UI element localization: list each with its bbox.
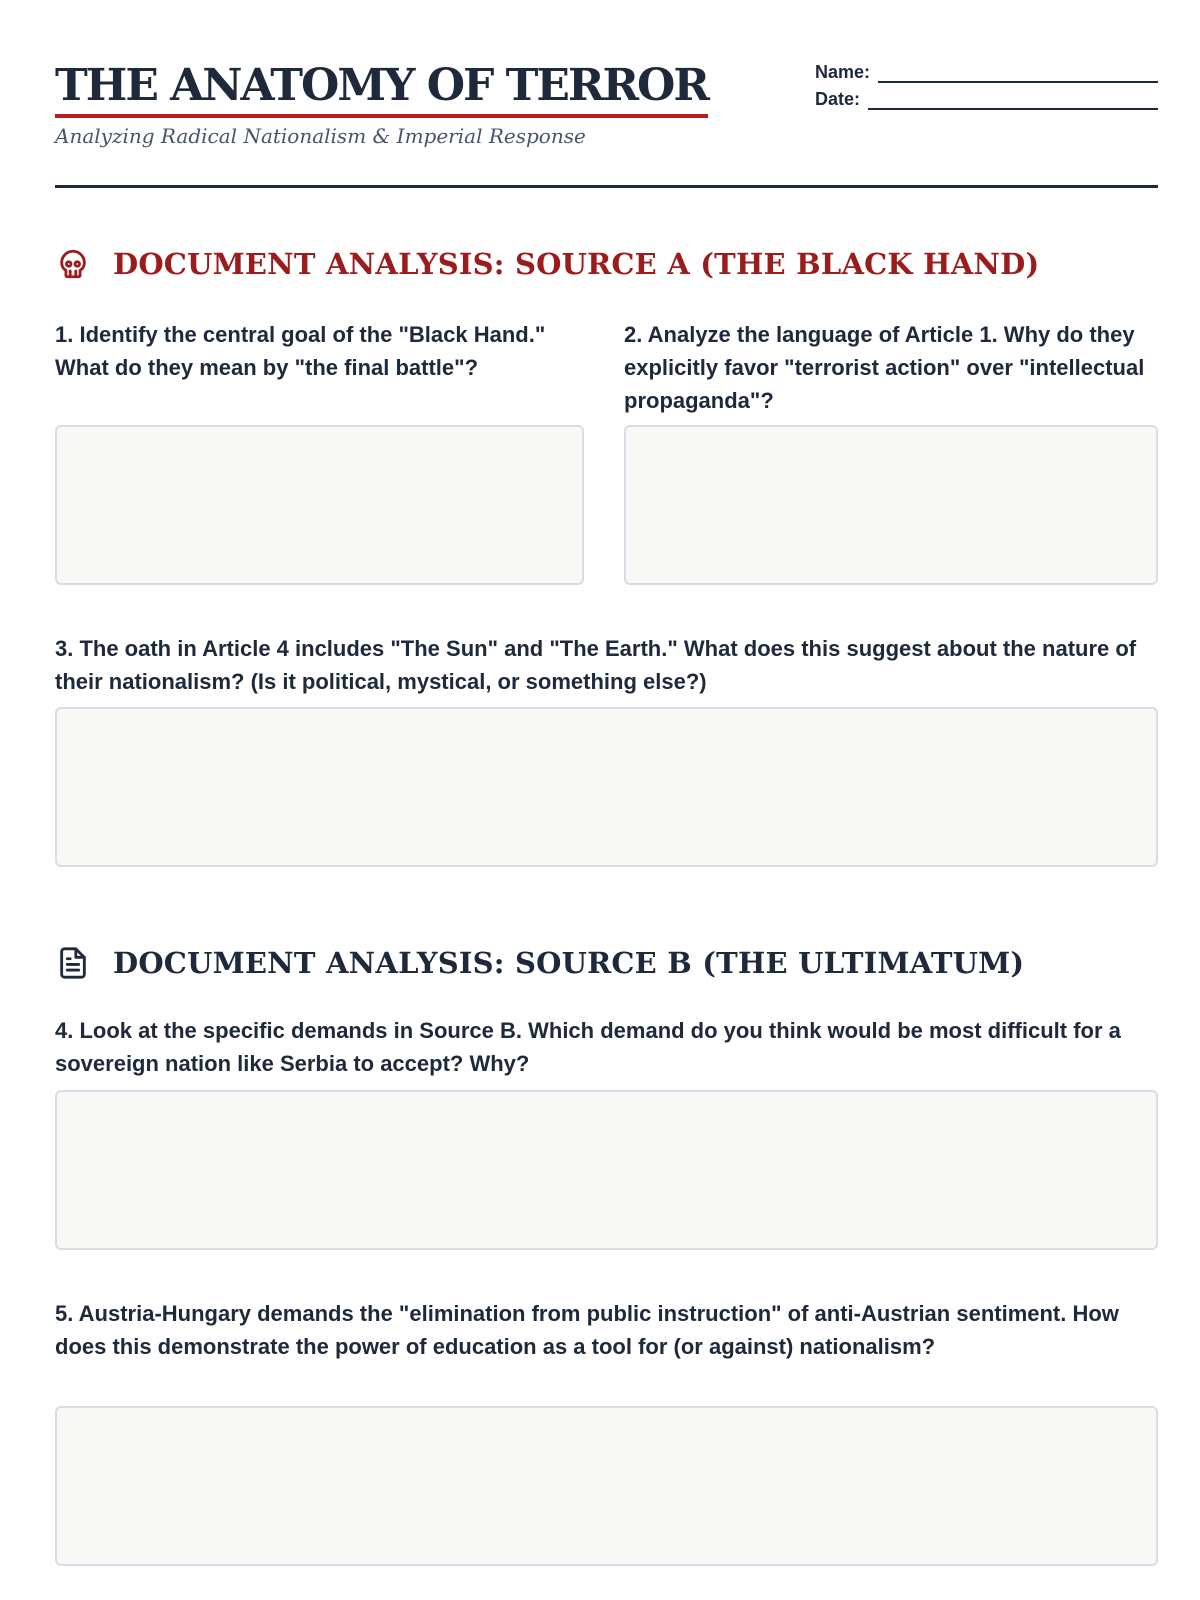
name-label: Name: bbox=[815, 62, 871, 82]
date-label: Date: bbox=[815, 89, 861, 109]
section-a-header bbox=[55, 242, 1158, 286]
question-3: 3. The oath in Article 4 includes "The Sun" and "The Earth." What does this suggest about the nature of their nationalism? (Is it political, mystical, or something else?) bbox=[55, 636, 1137, 694]
name-field[interactable] bbox=[878, 63, 1158, 83]
section-a-title: DOCUMENT ANALYSIS: SOURCE A (THE BLACK HAND) bbox=[113, 247, 1040, 281]
question-1: 1. Identify the central goal of the "Black Hand." What do they mean by "the final battle"? bbox=[55, 322, 546, 380]
document-icon bbox=[55, 945, 91, 981]
answer-box-3[interactable] bbox=[55, 707, 1158, 867]
date-field[interactable] bbox=[868, 90, 1158, 110]
worksheet-header bbox=[55, 50, 1158, 188]
worksheet-subtitle: Analyzing Radical Nationalism & Imperial Response bbox=[55, 124, 586, 148]
answer-box-2[interactable] bbox=[624, 425, 1158, 585]
skull-icon bbox=[55, 246, 91, 282]
date-row bbox=[815, 83, 1158, 110]
answer-box-5[interactable] bbox=[55, 1406, 1158, 1566]
answer-box-1[interactable] bbox=[55, 425, 584, 585]
section-b-title: DOCUMENT ANALYSIS: SOURCE B (THE ULTIMATUM) bbox=[113, 946, 1025, 980]
section-b-header bbox=[55, 941, 1158, 985]
question-2: 2. Analyze the language of Article 1. Why do they explicitly favor "terrorist action" over "intellectual propaganda"? bbox=[624, 322, 1145, 413]
worksheet-title: THE ANATOMY OF TERROR bbox=[55, 58, 708, 118]
name-row bbox=[815, 56, 1158, 83]
question-5: 5. Austria-Hungary demands the "elimination from public instruction" of anti-Austrian sentiment. How does this demonstrate the power of education as a tool for (or against) nationalism? bbox=[55, 1301, 1119, 1359]
student-info bbox=[815, 56, 1158, 110]
answer-box-4[interactable] bbox=[55, 1090, 1158, 1250]
question-4: 4. Look at the specific demands in Source B. Which demand do you think would be most difficult for a sovereign nation like Serbia to accept? Why? bbox=[55, 1018, 1121, 1076]
